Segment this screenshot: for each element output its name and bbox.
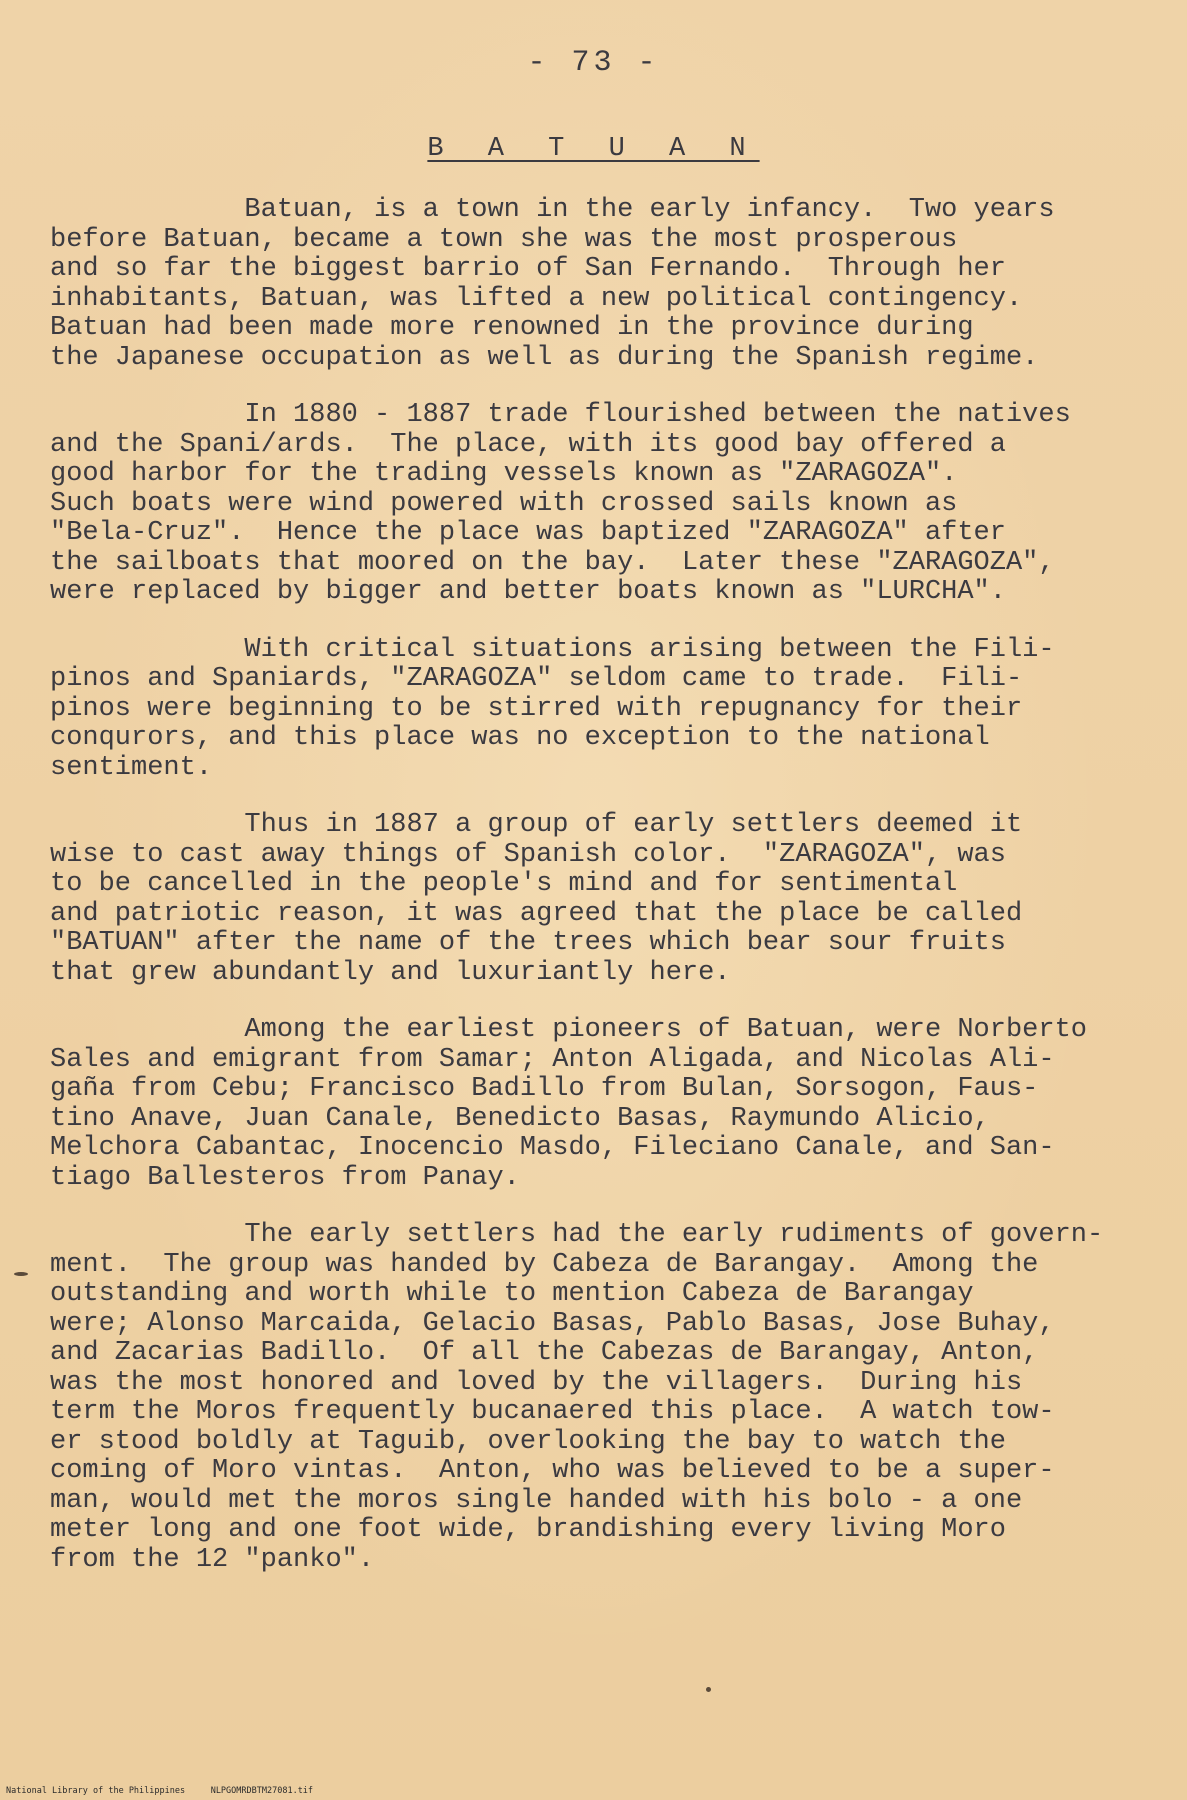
margin-ink-mark — [14, 1272, 28, 1276]
text-line: good harbor for the trading vessels known as "ZARAGOZA". — [50, 459, 958, 489]
paragraph-naming — [50, 811, 1160, 988]
paragraph-pioneers — [50, 1016, 1160, 1193]
text-line: man, would met the moros single handed with his bolo - a one — [50, 1485, 1023, 1516]
text-line: wise to cast away things of Spanish color. "ZARAGOZA", was — [50, 839, 1006, 870]
text-line: The early settlers had the early rudiments of govern- — [50, 1220, 1104, 1250]
text-line: and Zacarias Badillo. Of all the Cabezas de Barangay, Anton, — [50, 1338, 1039, 1368]
paragraph-trade — [50, 401, 1160, 608]
text-line: and so far the biggest barrio of San Fernando. Through her — [50, 254, 1006, 284]
text-line: sentiment. — [50, 752, 213, 783]
text-line: that grew abundantly and luxuriantly here. — [50, 957, 731, 988]
text-line: before Batuan, became a town she was the most prosperous — [50, 224, 958, 255]
text-line: "Bela-Cruz". Hence the place was baptized "ZARAGOZA" after — [50, 518, 1006, 548]
text-line: gaña from Cebu; Francisco Badillo from Bulan, Sorsogon, Faus- — [50, 1074, 1039, 1104]
text-line: Thus in 1887 a group of early settlers deemed it — [50, 810, 1023, 840]
text-line: inhabitants, Batuan, was lifted a new political contingency. — [50, 283, 1023, 314]
text-line: outstanding and worth while to mention Cabeza de Barangay — [50, 1279, 974, 1309]
text-line: the Japanese occupation as well as during the Spanish regime. — [50, 342, 1039, 373]
text-line: Among the earliest pioneers of Batuan, were Norberto — [50, 1015, 1087, 1045]
text-line: was the most honored and loved by the villagers. During his — [50, 1367, 1023, 1398]
text-line: pinos were beginning to be stirred with repugnancy for their — [50, 693, 1023, 724]
text-line: ment. The group was handed by Cabeza de Barangay. Among the — [50, 1249, 1039, 1280]
text-line: With critical situations arising between the Fili- — [50, 634, 1055, 665]
text-line: the sailboats that moored on the bay. Later these "ZARAGOZA", — [50, 547, 1055, 578]
text-line: to be cancelled in the people's mind and for sentimental — [50, 869, 958, 899]
text-line: Melchora Cabantac, Inocencio Masdo, Fileciano Canale, and San- — [50, 1133, 1055, 1163]
text-line: tino Anave, Juan Canale, Benedicto Basas, Raymundo Alicio, — [50, 1103, 990, 1134]
paragraph-government — [50, 1221, 1160, 1575]
paragraph-intro — [50, 196, 1160, 373]
text-line: were replaced by bigger and better boats known as "LURCHA". — [50, 577, 1006, 607]
body-text — [50, 196, 1160, 1603]
text-line: pinos and Spaniards, "ZARAGOZA" seldom came to trade. Fili- — [50, 664, 1023, 694]
paragraph-critical-situations — [50, 636, 1160, 784]
ink-speck — [706, 1687, 711, 1692]
text-line: from the 12 "panko". — [50, 1544, 375, 1575]
archive-footer: National Library of the Philippines NLPGOMRDBTM27081.tif — [6, 1786, 314, 1796]
text-line: In 1880 - 1887 trade flourished between the natives — [50, 400, 1071, 430]
text-line: and patriotic reason, it was agreed that the place be called — [50, 898, 1023, 929]
page-title: B A T U A N — [427, 134, 760, 164]
text-line: Batuan, is a town in the early infancy. Two years — [50, 195, 1055, 225]
text-line: and the Spani/ards. The place, with its good bay offered a — [50, 429, 1006, 460]
text-line: Batuan had been made more renowned in the province during — [50, 313, 974, 343]
text-line: tiago Ballesteros from Panay. — [50, 1162, 520, 1193]
text-line: meter long and one foot wide, brandishing every living Moro — [50, 1515, 1006, 1545]
text-line: Such boats were wind powered with crossed sails known as — [50, 488, 958, 519]
text-line: coming of Moro vintas. Anton, who was believed to be a super- — [50, 1456, 1055, 1486]
text-line: er stood boldly at Taguib, overlooking the bay to watch the — [50, 1426, 1006, 1457]
text-line: term the Moros frequently bucanaered this place. A watch tow- — [50, 1397, 1055, 1427]
page-number: - 73 - — [527, 46, 660, 80]
text-line: conqurors, and this place was no exception to the national — [50, 723, 990, 753]
text-line: Sales and emigrant from Samar; Anton Aligada, and Nicolas Ali- — [50, 1044, 1055, 1075]
text-line: "BATUAN" after the name of the trees which bear sour fruits — [50, 928, 1006, 958]
text-line: were; Alonso Marcaida, Gelacio Basas, Pablo Basas, Jose Buhay, — [50, 1308, 1055, 1339]
